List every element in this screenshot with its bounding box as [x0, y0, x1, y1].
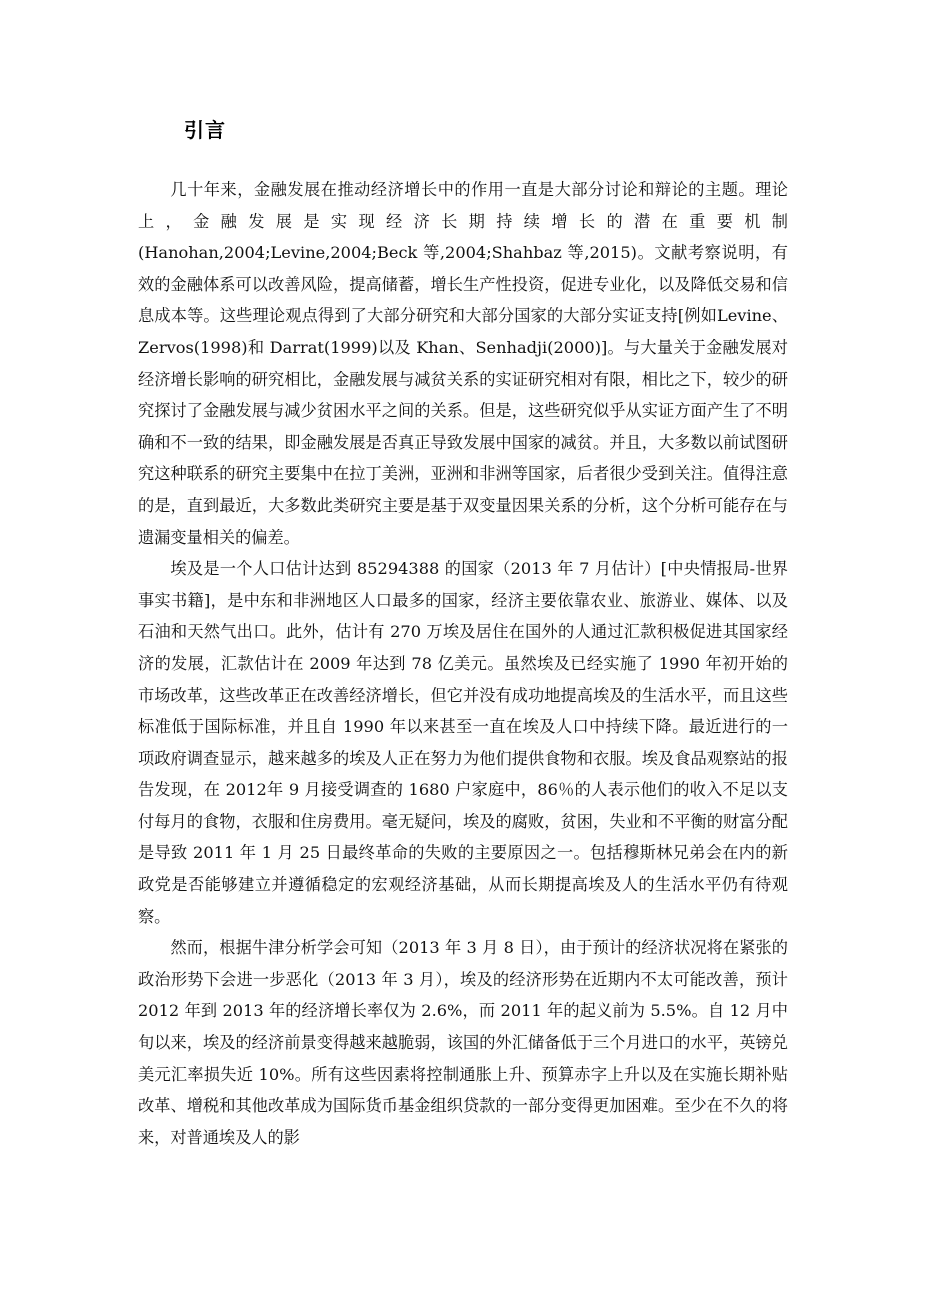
paragraph-3: 然而，根据牛津分析学会可知（2013 年 3 月 8 日），由于预计的经济状况将在紧张的政治形势下会进一步恶化（2013 年 3 月），埃及的经济形势在近期内不太可能改善，预计 2012 年到 2013 年的经济增长率仅为 2.6%，而 2011 年的起义前为 5.5%。自 12 月中旬以来，埃及的经济前景变得越来越脆弱，该国的外汇储备低于三个月进口的水平，英镑兑美元汇率损失近 10%。所有这些因素将控制通胀上升、预算赤字上升以及在实施长期补贴改革、增税和其他改革成为国际货币基金组织贷款的一部分变得更加困难。至少在不久的将来，对普通埃及人的影 [138, 938, 788, 1147]
section-heading: 引言 [184, 118, 226, 142]
paragraph-2: 埃及是一个人口估计达到 85294388 的国家（2013 年 7 月估计）[中央情报局-世界事实书籍]，是中东和非洲地区人口最多的国家，经济主要依靠农业、旅游业、媒体、以及石油和天然气出口。此外，估计有 270 万埃及居住在国外的人通过汇款积极促进其国家经济的发展，汇款估计在 2009 年达到 78 亿美元。虽然埃及已经实施了 1990 年初开始的市场改革，这些改革正在改善经济增长，但它并没有成功地提高埃及的生活水平，而且这些标准低于国际标准，并且自 1990 年以来甚至一直在埃及人口中持续下降。最近进行的一项政府调查显示，越来越多的埃及人正在努力为他们提供食物和衣服。埃及食品观察站的报告发现，在 2012年 9 月接受调查的 1680 户家庭中，86％的人表示他们的收入不足以支付每月的食物，衣服和住房费用。毫无疑问，埃及的腐败，贫困，失业和不平衡的财富分配是导致 2011 年 1 月 25 日最终革命的失败的主要原因之一。包括穆斯林兄弟会在内的新政党是否能够建立并遵循稳定的宏观经济基础，从而长期提高埃及人的生活水平仍有待观察。 [138, 559, 788, 926]
paragraph-1: 几十年来，金融发展在推动经济增长中的作用一直是大部分讨论和辩论的主题。理论上，金融发展是实现经济长期持续增长的潜在重要机制(Hanohan,2004;Levine,2004;Beck 等,2004;Shahbaz 等,2015)。文献考察说明，有效的金融体系可以改善风险，提高储蓄，增长生产性投资，促进专业化，以及降低交易和信息成本等。这些理论观点得到了大部分研究和大部分国家的大部分实证支持[例如Levine、Zervos(1998)和 Darrat(1999)以及 Khan、Senhadji(2000)]。与大量关于金融发展对经济增长影响的研究相比，金融发展与减贫关系的实证研究相对有限，相比之下，较少的研究探讨了金融发展与减少贫困水平之间的关系。但是，这些研究似乎从实证方面产生了不明确和不一致的结果，即金融发展是否真正导致发展中国家的减贫。并且，大多数以前试图研究这种联系的研究主要集中在拉丁美洲，亚洲和非洲等国家，后者很少受到关注。值得注意的是，直到最近，大多数此类研究主要是基于双变量因果关系的分析，这个分析可能存在与遗漏变量相关的偏差。 [138, 180, 788, 547]
